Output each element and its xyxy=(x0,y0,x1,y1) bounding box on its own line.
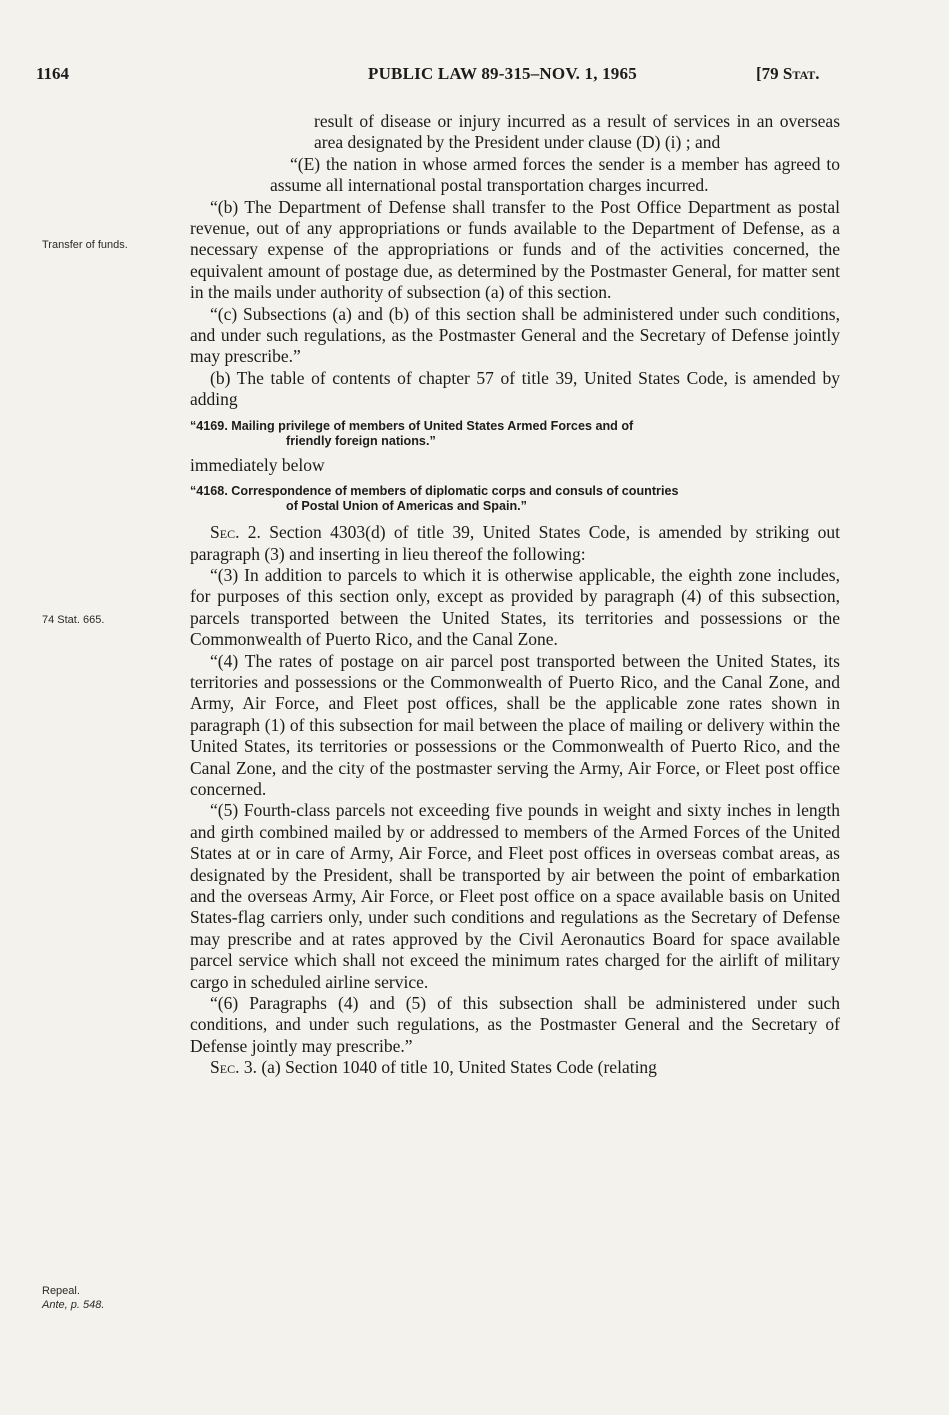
paragraph-3: “(3) In addition to parcels to which it is otherwise applicable, the eighth zone includes, for purposes of this section only, except as provided by paragraph (4) of this subsection, parcels transported between the United States, its territories and possessions or the Commonwealth of Puerto Rico, and the Canal Zone. xyxy=(190,564,840,650)
section-2-label: Sec. xyxy=(210,522,240,543)
statute-label: Stat. xyxy=(782,64,820,83)
paragraph-section-3 xyxy=(190,1057,840,1078)
quote-4169-line2: friendly foreign nations.” xyxy=(286,433,436,448)
paragraph-clause-e: “(E) the nation in whose armed forces the sender is a member has agreed to assume all international postal transportation charges incurred. xyxy=(270,153,840,196)
paragraph-subsection-b: “(b) The Department of Defense shall transfer to the Post Office Department as postal revenue, out of any appropriations or funds available to the Department of Defense, as a necessary expense of the appropriations or funds and of the activities concerned, the equivalent amount of postage due, as determined by the Postmaster General, for matter sent in the mails under authority of subsection (a) of this section. xyxy=(190,196,840,303)
paragraph-4: “(4) The rates of postage on air parcel post transported between the United States, its territories and possessions or the Commonwealth of Puerto Rico, and the Canal Zone, and Army, Air Force, and Fleet post offices, shall be the applicable zone rates shown in paragraph (1) of this subsection for mail between the place of mailing or delivery within the United States, its territories or possessions or the Commonwealth of Puerto Rico, and the Canal Zone, and the city of the postmaster serving the Army, Air Force, or Fleet post office concerned. xyxy=(190,650,840,799)
paragraph-clause-d-continued: result of disease or injury incurred as a result of services in an overseas area designated by the President under clause (D) (i) ; and xyxy=(314,111,840,153)
section-2-text: 2. Section 4303(d) of title 39, United States Code, is amended by striking out paragraph (3) and inserting in lieu thereof the following: xyxy=(190,522,840,564)
paragraph-subsection-c: “(c) Subsections (a) and (b) of this section shall be administered under such conditions, and under such regulations, as the Postmaster General and the Secretary of Defense jointly may prescribe.” xyxy=(190,303,840,367)
margin-note-stat-ref: 74 Stat. 665. xyxy=(42,614,105,626)
paragraph-5: “(5) Fourth-class parcels not exceeding five pounds in weight and sixty inches in length and girth combined mailed by or addressed to members of the Armed Forces of the United States at or in care of Army, Air Force, and Fleet post offices in overseas combat areas, as designated by the President, shall be transported by air between the point of embarkation and the overseas Army, Air Force, or Fleet post office on a space available basis on United States-flag carriers only, under such conditions and regulations as the Secretary of Defense may prescribe and at rates approved by the Civil Aeronautics Board for space available parcel service which shall not exceed the minimum rates charged for the airlift of military cargo in scheduled airline service. xyxy=(190,800,840,992)
body-text xyxy=(190,111,840,1079)
paragraph-section-2 xyxy=(190,522,840,565)
section-3-text: 3. (a) Section 1040 of title 10, United States Code (relating xyxy=(239,1057,657,1078)
quote-4168-line1: “4168. Correspondence of members of diplomatic corps and consuls of countries xyxy=(190,484,679,499)
statute-volume xyxy=(756,64,820,84)
section-3-label: Sec. xyxy=(210,1057,240,1078)
quote-4169 xyxy=(190,419,840,449)
margin-note-transfer: Transfer of funds. xyxy=(42,239,128,251)
quote-4168-line2: of Postal Union of Americas and Spain.” xyxy=(286,499,527,514)
paragraph-immediately-below: immediately below xyxy=(190,454,325,475)
margin-note-ante xyxy=(42,1298,162,1312)
paragraph-table-of-contents: (b) The table of contents of chapter 57 of title 39, United States Code, is amended by adding xyxy=(190,367,840,410)
margin-note-repeal: Repeal. xyxy=(42,1285,80,1297)
page-number: 1164 xyxy=(36,64,70,83)
margin-note-ante-text: Ante, p. 548. xyxy=(42,1299,105,1311)
quote-4168 xyxy=(190,484,840,514)
page-title: PUBLIC LAW 89-315–NOV. 1, 1965 xyxy=(368,64,637,83)
paragraph-6: “(6) Paragraphs (4) and (5) of this subsection shall be administered under such conditions, and under such regulations, as the Postmaster General and the Secretary of Defense jointly may prescribe.” xyxy=(190,993,840,1056)
statute-bracket: [79 xyxy=(756,64,783,83)
quote-4169-line1: “4169. Mailing privilege of members of United States Armed Forces and of xyxy=(190,418,634,433)
